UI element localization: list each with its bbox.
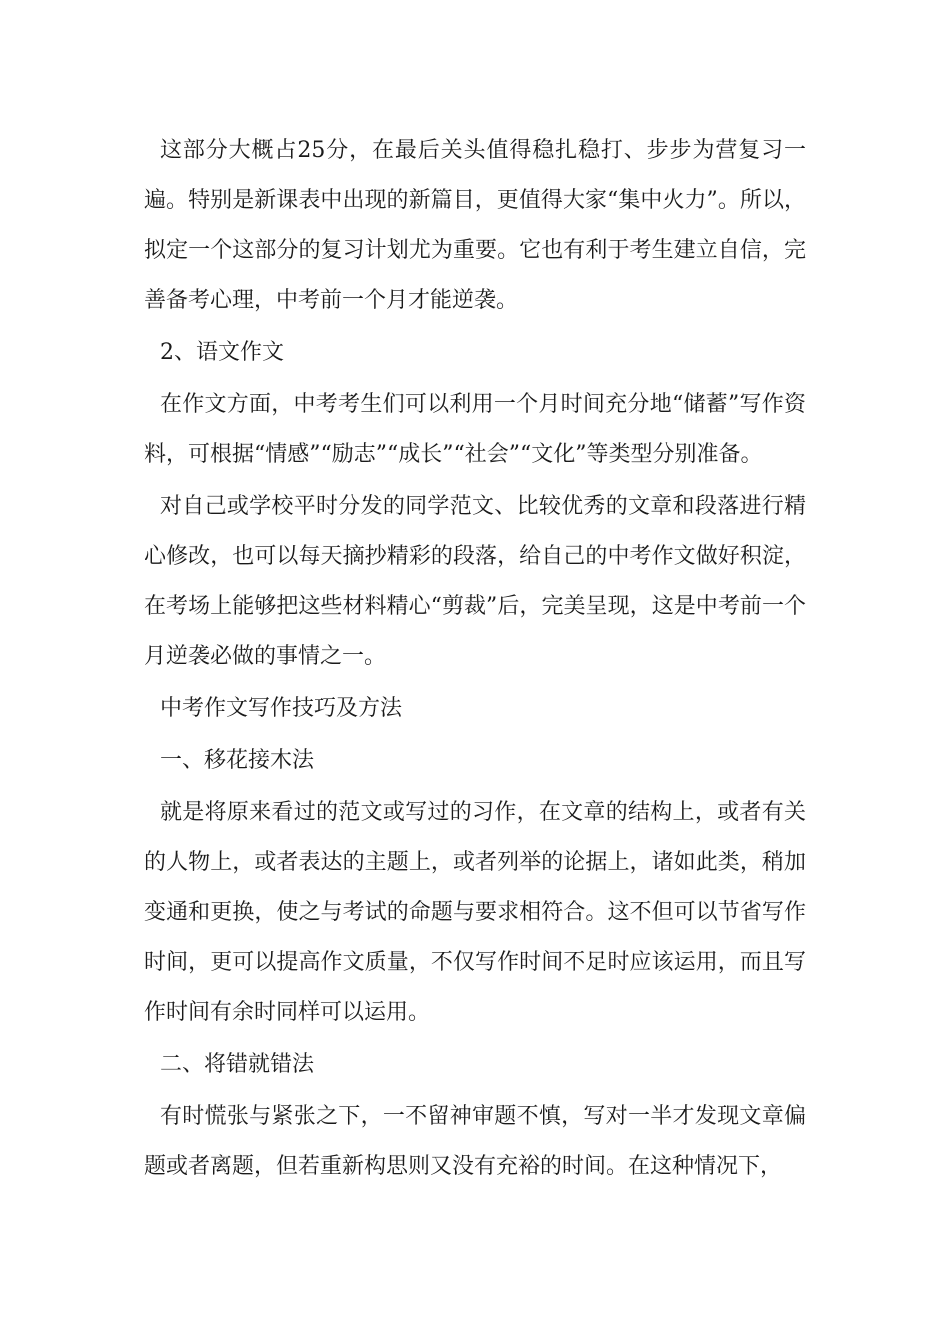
paragraph-revise-essays: 对自己或学校平时分发的同学范文、比较优秀的文章和段落进行精心修改，也可以每天摘抄精彩的段落，给自己的中考作文做好积淀，在考场上能够把这些材料精心“剪裁”后，完美呈现，这是中考前一个月逆袭必做的事情之一。: [144, 494, 806, 669]
paragraph-exam-review: 这部分大概占25分，在最后关头值得稳扎稳打、步步为营复习一遍。特别是新课表中出现的新篇目，更值得大家“集中火力”。所以，拟定一个这部分的复习计划尤为重要。它也有利于考生建立自信，完善备考心理，中考前一个月才能逆袭。: [144, 138, 806, 313]
document-body: [144, 126, 806, 1194]
paragraph-composition-material: 在作文方面，中考考生们可以利用一个月时间充分地“储蓄”写作资料，可根据“情感”“励志”“成长”“社会”“文化”等类型分别准备。: [144, 392, 806, 467]
paragraph-method-one-body: 就是将原来看过的范文或写过的习作，在文章的结构上，或者有关的人物上，或者表达的主题上，或者列举的论据上，诸如此类，稍加变通和更换，使之与考试的命题与要求相符合。这不但可以节省写作时间，更可以提高作文质量，不仅写作时间不足时应该运用，而且写作时间有余时同样可以运用。: [144, 800, 806, 1025]
section-heading-writing-techniques: 中考作文写作技巧及方法: [160, 696, 403, 721]
subheading-method-two: 二、将错就错法: [160, 1052, 315, 1077]
section-heading-chinese-composition: 2、语文作文: [160, 340, 284, 365]
paragraph-method-two-body: 有时慌张与紧张之下，一不留神审题不慎，写对一半才发现文章偏题或者离题，但若重新构思则又没有充裕的时间。在这种情况下，: [144, 1104, 806, 1179]
subheading-method-one: 一、移花接木法: [160, 748, 315, 773]
